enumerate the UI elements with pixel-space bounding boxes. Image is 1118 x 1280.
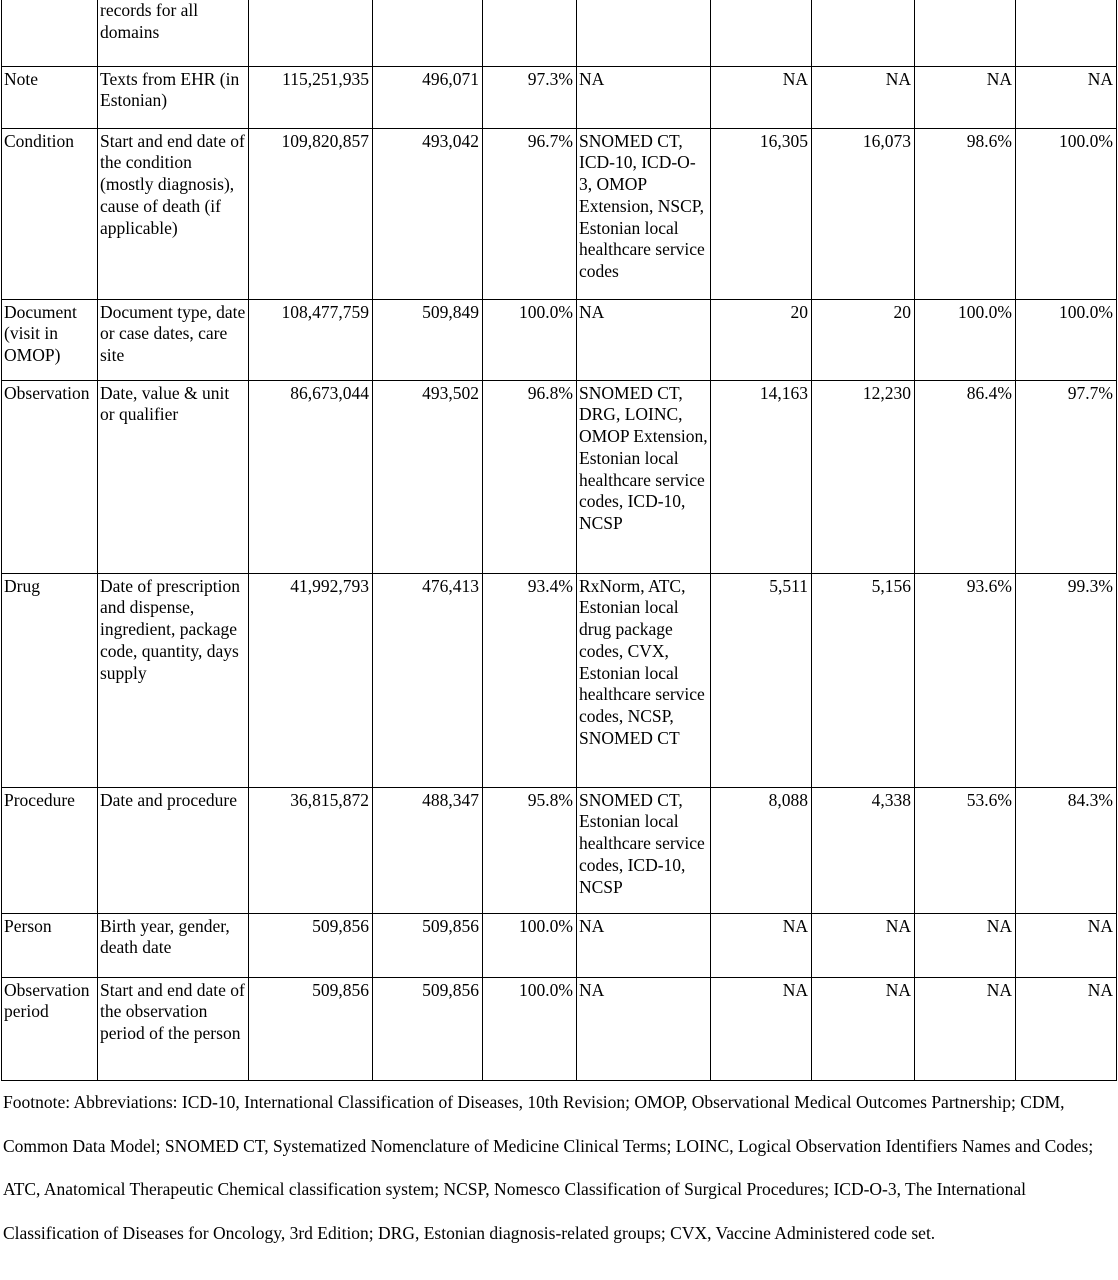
- table-row: [2, 787, 1117, 913]
- description-cell: Start and end date of the condition (mostly diagnosis), cause of death (if applicable): [98, 128, 249, 299]
- table-row: [2, 380, 1117, 573]
- records-mapped-pct-cell: 100.0%: [1016, 299, 1117, 380]
- domain-cell: Condition: [2, 128, 98, 299]
- vocabularies-cell: NA: [577, 977, 711, 1080]
- mapped-pct-cell: 98.6%: [915, 128, 1016, 299]
- persons-cell: 476,413: [373, 573, 483, 787]
- domain-cell: Person: [2, 913, 98, 977]
- persons-cell: 488,347: [373, 787, 483, 913]
- persons-cell: 509,856: [373, 977, 483, 1080]
- concepts-cell: NA: [711, 66, 812, 128]
- records-cell: 86,673,044: [249, 380, 373, 573]
- description-cell: Birth year, gender, death date: [98, 913, 249, 977]
- description-cell: Texts from EHR (in Estonian): [98, 66, 249, 128]
- domain-cell: Observation: [2, 380, 98, 573]
- records-mapped-pct-cell: NA: [1016, 977, 1117, 1080]
- persons-cell: 496,071: [373, 66, 483, 128]
- persons-pct-cell: [483, 0, 577, 66]
- mapped-pct-cell: 93.6%: [915, 573, 1016, 787]
- persons-pct-cell: 100.0%: [483, 299, 577, 380]
- mapped-pct-cell: [915, 0, 1016, 66]
- description-cell: Start and end date of the observation period of the person: [98, 977, 249, 1080]
- records-cell: 509,856: [249, 977, 373, 1080]
- table-row: [2, 128, 1117, 299]
- records-mapped-pct-cell: 100.0%: [1016, 128, 1117, 299]
- description-cell: records for all domains: [98, 0, 249, 66]
- persons-cell: [373, 0, 483, 66]
- vocabularies-cell: NA: [577, 66, 711, 128]
- persons-pct-cell: 97.3%: [483, 66, 577, 128]
- records-cell: 41,992,793: [249, 573, 373, 787]
- mapped-pct-cell: 100.0%: [915, 299, 1016, 380]
- records-cell: 109,820,857: [249, 128, 373, 299]
- description-cell: Date, value & unit or qualifier: [98, 380, 249, 573]
- mapped-pct-cell: NA: [915, 66, 1016, 128]
- table-row: [2, 299, 1117, 380]
- concepts-cell: 5,511: [711, 573, 812, 787]
- records-cell: 509,856: [249, 913, 373, 977]
- table-row: [2, 66, 1117, 128]
- mapped-cell: [812, 0, 915, 66]
- mapped-pct-cell: 86.4%: [915, 380, 1016, 573]
- domain-cell: Drug: [2, 573, 98, 787]
- records-cell: [249, 0, 373, 66]
- records-mapped-pct-cell: NA: [1016, 913, 1117, 977]
- records-cell: 115,251,935: [249, 66, 373, 128]
- persons-cell: 493,502: [373, 380, 483, 573]
- vocabularies-cell: SNOMED CT, ICD-10, ICD-O-3, OMOP Extension, NSCP, Estonian local healthcare service codes: [577, 128, 711, 299]
- table-row: [2, 0, 1117, 66]
- table-row: [2, 913, 1117, 977]
- mapped-pct-cell: 53.6%: [915, 787, 1016, 913]
- persons-pct-cell: 95.8%: [483, 787, 577, 913]
- persons-pct-cell: 100.0%: [483, 913, 577, 977]
- table-row: [2, 977, 1117, 1080]
- persons-pct-cell: 93.4%: [483, 573, 577, 787]
- persons-pct-cell: 100.0%: [483, 977, 577, 1080]
- records-mapped-pct-cell: [1016, 0, 1117, 66]
- vocabularies-cell: NA: [577, 299, 711, 380]
- mapped-cell: NA: [812, 913, 915, 977]
- data-table: [1, 0, 1117, 1081]
- domain-cell: Observation period: [2, 977, 98, 1080]
- domain-cell: [2, 0, 98, 66]
- mapped-cell: 20: [812, 299, 915, 380]
- records-mapped-pct-cell: 84.3%: [1016, 787, 1117, 913]
- vocabularies-cell: [577, 0, 711, 66]
- concepts-cell: NA: [711, 913, 812, 977]
- domain-cell: Note: [2, 66, 98, 128]
- records-mapped-pct-cell: NA: [1016, 66, 1117, 128]
- mapped-cell: NA: [812, 66, 915, 128]
- domain-cell: Document (visit in OMOP): [2, 299, 98, 380]
- concepts-cell: 14,163: [711, 380, 812, 573]
- mapped-pct-cell: NA: [915, 913, 1016, 977]
- vocabularies-cell: SNOMED CT, Estonian local healthcare service codes, ICD-10, NCSP: [577, 787, 711, 913]
- mapped-cell: 12,230: [812, 380, 915, 573]
- vocabularies-cell: NA: [577, 913, 711, 977]
- concepts-cell: NA: [711, 977, 812, 1080]
- concepts-cell: 20: [711, 299, 812, 380]
- records-mapped-pct-cell: 99.3%: [1016, 573, 1117, 787]
- vocabularies-cell: SNOMED CT, DRG, LOINC, OMOP Extension, Estonian local healthcare service codes, ICD-10, NCSP: [577, 380, 711, 573]
- mapped-pct-cell: NA: [915, 977, 1016, 1080]
- concepts-cell: 16,305: [711, 128, 812, 299]
- concepts-cell: [711, 0, 812, 66]
- table-footnote: Footnote: Abbreviations: ICD-10, International Classification of Diseases, 10th Revision; OMOP, Observational Medical Outcomes Partnership; CDM, Common Data Model; SNOMED CT, Systematized Nomenclature of Medicine Clinical Terms; LOINC, Logical Observation Identifiers Names and Codes; ATC, Anatomical Therapeutic Chemical classification system; NCSP, Nomesco Classification of Surgical Procedures; ICD-O-3, The International Classification of Diseases for Oncology, 3rd Edition; DRG, Estonian diagnosis-related groups; CVX, Vaccine Administered code set.: [3, 1092, 1094, 1243]
- domain-cell: Procedure: [2, 787, 98, 913]
- records-cell: 108,477,759: [249, 299, 373, 380]
- persons-cell: 493,042: [373, 128, 483, 299]
- persons-pct-cell: 96.7%: [483, 128, 577, 299]
- description-cell: Document type, date or case dates, care site: [98, 299, 249, 380]
- description-cell: Date of prescription and dispense, ingredient, package code, quantity, days supply: [98, 573, 249, 787]
- mapped-cell: 4,338: [812, 787, 915, 913]
- persons-cell: 509,856: [373, 913, 483, 977]
- concepts-cell: 8,088: [711, 787, 812, 913]
- persons-pct-cell: 96.8%: [483, 380, 577, 573]
- records-mapped-pct-cell: 97.7%: [1016, 380, 1117, 573]
- mapped-cell: 5,156: [812, 573, 915, 787]
- vocabularies-cell: RxNorm, ATC, Estonian local drug package codes, CVX, Estonian local healthcare service codes, NCSP, SNOMED CT: [577, 573, 711, 787]
- description-cell: Date and procedure: [98, 787, 249, 913]
- records-cell: 36,815,872: [249, 787, 373, 913]
- mapped-cell: NA: [812, 977, 915, 1080]
- mapped-cell: 16,073: [812, 128, 915, 299]
- persons-cell: 509,849: [373, 299, 483, 380]
- table-row: [2, 573, 1117, 787]
